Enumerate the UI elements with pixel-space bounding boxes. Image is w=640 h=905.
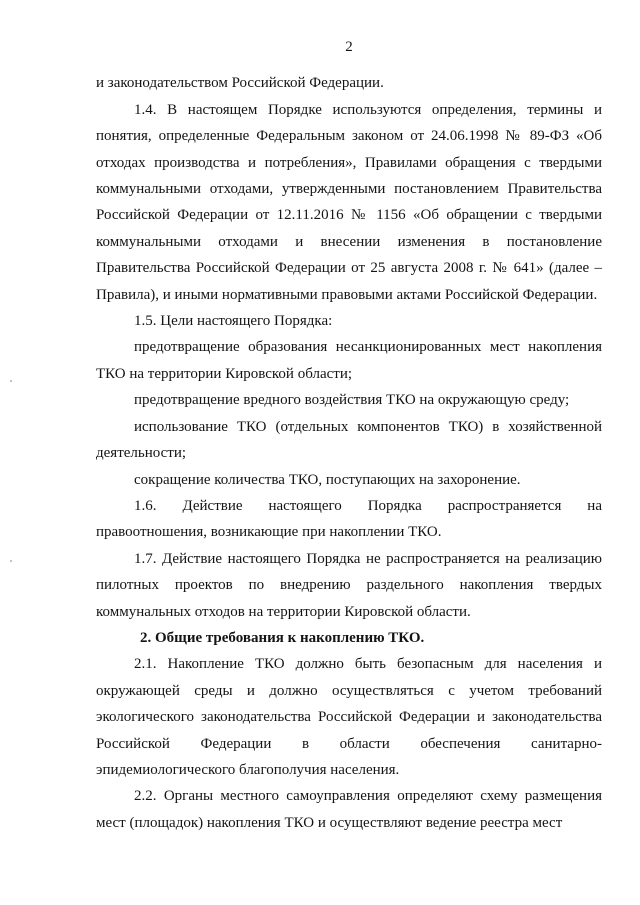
- goal-item-reduce-burial: сокращение количества ТКО, поступающих на захоронение.: [134, 471, 521, 488]
- page-number: 2: [345, 39, 353, 55]
- paragraph-1-6: 1.6. Действие настоящего Порядка распространяется на правоотношения, возникающие при накоплении ТКО.: [96, 497, 602, 541]
- section-heading: 2. Общие требования к накоплению ТКО.: [140, 629, 425, 646]
- goal-item-use-waste: использование ТКО (отдельных компонентов ТКО) в хозяйственной деятельности;: [96, 418, 602, 462]
- scan-artifact: [10, 560, 12, 562]
- paragraph-2-1: 2.1. Накопление ТКО должно быть безопасным для населения и окружающей среды и должно осуществляться с учетом требований экологического законодательства Российской Федерации и законодательства Российской Федерации в области обеспечения санитарно-эпидемиологического благополучия населения.: [96, 656, 602, 778]
- paragraph-2-2: 2.2. Органы местного самоуправления определяют схему размещения мест (площадок) накопления ТКО и осуществляют ведение реестра мест: [96, 788, 602, 831]
- goal-item-prevent-harm: предотвращение вредного воздействия ТКО на окружающую среду;: [134, 392, 570, 409]
- paragraph-1-7: 1.7. Действие настоящего Порядка не распространяется на реализацию пилотных проектов по внедрению раздельного накопления твердых коммунальных отходов на территории Кировской области.: [96, 550, 602, 620]
- scan-artifact: [10, 380, 12, 382]
- goal-item-prevent-dumps: предотвращение образования несанкционированных мест накопления ТКО на территории Кировской области;: [96, 339, 602, 382]
- paragraph-continuation: и законодательством Российской Федерации.: [96, 75, 384, 92]
- paragraph-1-5: 1.5. Цели настоящего Порядка:: [134, 313, 333, 330]
- paragraph-1-4: 1.4. В настоящем Порядке используются определения, термины и понятия, определенные Федеральным законом от 24.06.1998 № 89-ФЗ «Об отходах производства и потребления», Правилами обращения с твердыми коммунальными отходами, утвержденными постановлением Правительства Российской Федерации от 12.11.2016 № 1156 «Об обращении с твердыми коммунальными отходами и внесении изменения в постановление Правительства Российской Федерации от 25 августа 2008 г. № 641» (далее – Правила), и иными нормативными правовыми актами Российской Федерации.: [96, 101, 602, 303]
